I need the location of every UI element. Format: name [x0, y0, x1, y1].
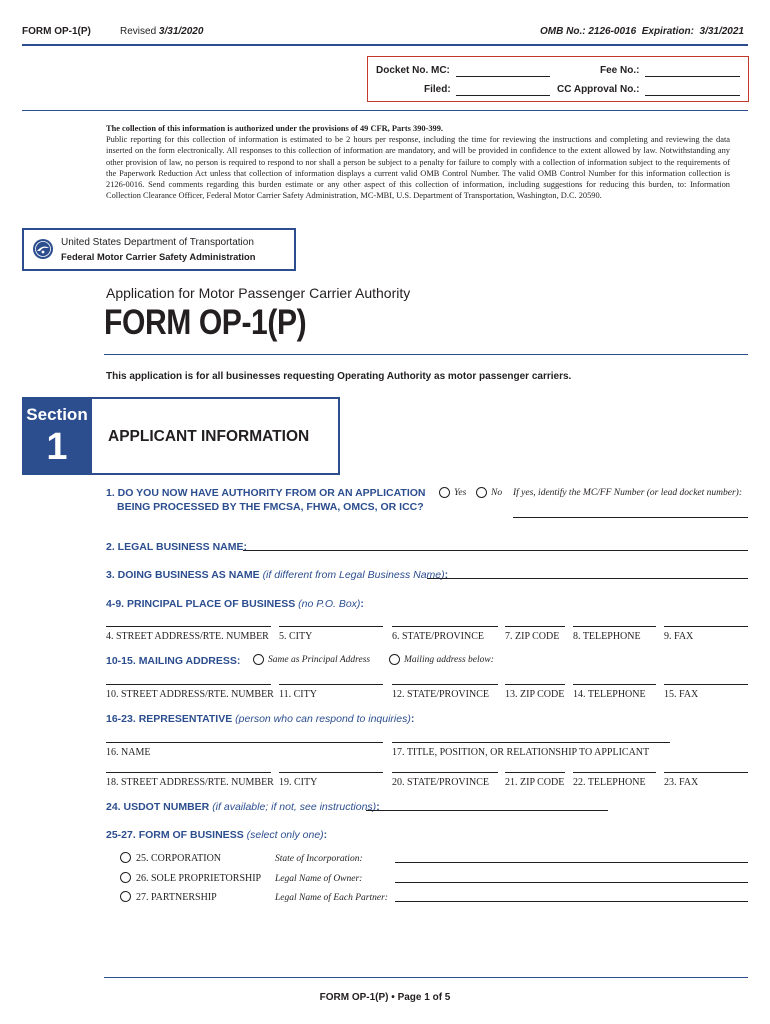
burden-body: Public reporting for this collection of information is estimated to be 2 hours per response, including the time for reviewing the instructions and completing and reviewing the data inserted on the form electronically. All responses to this collection of information are mandatory, and will be provided in confidence to the extent allowed by law. Notwithstanding any other provision of law, no person is required to respond to nor shall a person be subject to a penalty for failure to comply with a collection of information subject to the requirements of the Paperwork Reduction Act unless that collection of information displays a current valid OMB Control Number. The valid OMB Control Number for this information collection is 2126-0016. Send comments regarding this burden estimate or any other aspect of this collection of information, including suggestions for reducing this burden, to: Information Collection Clearance Officer, Federal Motor Carrier Safety Administration, MC-MBI, U.S. Department of Transportation, Washington, D.C. 20590. — [106, 135, 730, 201]
q16-label — [106, 713, 414, 725]
q25-colon: : — [323, 829, 328, 841]
principal-city-label: 5. CITY — [279, 631, 313, 642]
principal-state-label: 6. STATE/PROVINCE — [392, 631, 484, 642]
q24-label-text: 24. USDOT NUMBER — [106, 801, 210, 813]
principal-state-field[interactable] — [392, 626, 498, 627]
principal-phone-label: 8. TELEPHONE — [573, 631, 641, 642]
rep-street-label: 18. STREET ADDRESS/RTE. NUMBER — [106, 777, 274, 788]
principal-zip-label: 7. ZIP CODE — [505, 631, 560, 642]
partnership-label: 27. PARTNERSHIP — [136, 892, 217, 903]
q16-hint: (person who can respond to inquiries) — [235, 713, 411, 725]
legal-name-owner-field[interactable] — [395, 882, 748, 883]
filed-label: Filed: — [424, 84, 451, 95]
usdot-number-field[interactable] — [366, 810, 608, 811]
mailing-street-label: 10. STREET ADDRESS/RTE. NUMBER — [106, 689, 274, 700]
sole-proprietorship-label: 26. SOLE PROPRIETORSHIP — [136, 873, 262, 884]
rep-city-field[interactable] — [279, 772, 383, 773]
q24-hint: (if available; if not, see instructions) — [212, 801, 377, 813]
footer-text: FORM OP-1(P) • Page 1 of 5 — [319, 992, 451, 1003]
rep-state-label: 20. STATE/PROVINCE — [392, 777, 489, 788]
dba-name-field[interactable] — [427, 578, 748, 579]
mailing-zip-label: 13. ZIP CODE — [505, 689, 565, 700]
filed-field[interactable] — [456, 95, 550, 96]
q25-hint: (select only one) — [246, 829, 324, 841]
legal-name-owner-label: Legal Name of Owner: — [275, 874, 363, 884]
corporation-radio[interactable] — [120, 852, 131, 863]
rep-name-label: 16. NAME — [106, 747, 151, 758]
q1-no-label: No — [491, 488, 503, 498]
q1-mc-number-field[interactable] — [513, 517, 748, 518]
rep-phone-label: 22. TELEPHONE — [573, 777, 646, 788]
form-intro: This application is for all businesses requesting Operating Authority as motor passenger carriers. — [106, 371, 572, 382]
rep-state-field[interactable] — [392, 772, 498, 773]
principal-street-field[interactable] — [106, 626, 271, 627]
q3-label — [106, 569, 448, 581]
principal-city-field[interactable] — [279, 626, 383, 627]
principal-zip-field[interactable] — [505, 626, 565, 627]
principal-street-label: 4. STREET ADDRESS/RTE. NUMBER — [106, 631, 269, 642]
section-number: 1 — [46, 426, 68, 468]
q1-text-line1: 1. DO YOU NOW HAVE AUTHORITY FROM OR AN APPLICATION — [106, 487, 426, 499]
section-word: Section — [26, 405, 88, 424]
docket-field[interactable] — [456, 76, 550, 77]
mailing-state-field[interactable] — [392, 684, 498, 685]
q16-colon: : — [410, 713, 415, 725]
mailing-phone-label: 14. TELEPHONE — [573, 689, 646, 700]
principal-phone-field[interactable] — [573, 626, 656, 627]
form-title: FORM OP-1(P) — [104, 303, 307, 342]
principal-fax-field[interactable] — [664, 626, 748, 627]
q10-label: 10-15. MAILING ADDRESS: — [106, 655, 241, 667]
legal-name-partner-label: Legal Name of Each Partner: — [275, 893, 388, 903]
q1-yes-label: Yes — [454, 488, 467, 498]
agency-dept: United States Department of Transportation — [61, 237, 254, 248]
form-id: FORM OP-1(P) — [22, 26, 91, 37]
mailing-fax-label: 15. FAX — [664, 689, 699, 700]
mailing-street-field[interactable] — [106, 684, 271, 685]
agency-box — [22, 228, 296, 271]
burden-authority: The collection of this information is authorized under the provisions of 49 CFR, Parts 390-399. — [106, 124, 444, 133]
mailing-zip-field[interactable] — [505, 684, 565, 685]
rep-title-field[interactable] — [392, 742, 670, 743]
burden-statement — [106, 123, 730, 201]
q3-label-text: 3. DOING BUSINESS AS NAME — [106, 569, 260, 581]
mailing-below-radio[interactable] — [389, 654, 400, 665]
q3-colon: : — [444, 569, 449, 581]
omb-number: OMB No.: 2126-0016 Expiration: 3/31/2021 — [540, 26, 744, 37]
dot-seal-icon — [32, 238, 54, 260]
mailing-city-field[interactable] — [279, 684, 383, 685]
rep-fax-field[interactable] — [664, 772, 748, 773]
rep-street-field[interactable] — [106, 772, 271, 773]
rep-city-label: 19. CITY — [279, 777, 318, 788]
q1-no-radio[interactable] — [476, 487, 487, 498]
q1-identify-label: If yes, identify the MC/FF Number (or lead docket number): — [513, 488, 742, 498]
fee-field[interactable] — [645, 76, 740, 77]
q25-label — [106, 829, 327, 841]
q4-hint: (no P.O. Box) — [298, 598, 361, 610]
docket-label: Docket No. MC: — [376, 65, 450, 76]
mailing-same-radio[interactable] — [253, 654, 264, 665]
rep-fax-label: 23. FAX — [664, 777, 699, 788]
mailing-fax-field[interactable] — [664, 684, 748, 685]
form-subtitle: Application for Motor Passenger Carrier Authority — [106, 285, 411, 301]
revised-label: Revised — [120, 26, 157, 37]
rep-zip-field[interactable] — [505, 772, 565, 773]
office-rule — [22, 110, 748, 111]
principal-fax-label: 9. FAX — [664, 631, 694, 642]
mailing-city-label: 11. CITY — [279, 689, 317, 700]
q24-label — [106, 801, 380, 813]
legal-name-partner-field[interactable] — [395, 901, 748, 902]
mailing-below-label: Mailing address below: — [404, 655, 494, 665]
q3-hint: (if different from Legal Business Name) — [262, 569, 445, 581]
legal-business-name-field[interactable] — [243, 550, 748, 551]
mailing-phone-field[interactable] — [573, 684, 656, 685]
q1-text-line2: BEING PROCESSED BY THE FMCSA, FHWA, OMCS, OR ICC? — [117, 501, 424, 513]
rep-title-label: 17. TITLE, POSITION, OR RELATIONSHIP TO APPLICANT — [392, 747, 650, 758]
q2-label: 2. LEGAL BUSINESS NAME: — [106, 541, 247, 553]
title-rule — [104, 354, 748, 355]
agency-admin: Federal Motor Carrier Safety Administration — [61, 251, 256, 262]
mailing-state-label: 12. STATE/PROVINCE — [392, 689, 489, 700]
rep-name-field[interactable] — [106, 742, 383, 743]
q4-colon: : — [360, 598, 364, 610]
q24-colon: : — [376, 801, 380, 813]
corporation-label: 25. CORPORATION — [136, 853, 222, 864]
rep-phone-field[interactable] — [573, 772, 656, 773]
footer-rule — [104, 977, 748, 978]
mailing-same-label: Same as Principal Address — [268, 655, 371, 665]
revised — [120, 26, 203, 37]
state-of-incorporation-label: State of Incorporation: — [275, 854, 363, 864]
q1-yes-radio[interactable] — [439, 487, 450, 498]
q4-label-text: 4-9. PRINCIPAL PLACE OF BUSINESS — [106, 598, 296, 610]
section-title: APPLICANT INFORMATION — [108, 428, 310, 445]
revised-date: 3/31/2020 — [158, 26, 204, 37]
partnership-radio[interactable] — [120, 891, 131, 902]
cc-approval-label: CC Approval No.: — [557, 84, 640, 95]
sole-proprietorship-radio[interactable] — [120, 872, 131, 883]
q4-label — [106, 598, 364, 610]
state-of-incorporation-field[interactable] — [395, 862, 748, 863]
fee-label: Fee No.: — [600, 65, 640, 76]
q16-label-text: 16-23. REPRESENTATIVE — [106, 713, 233, 725]
header-rule — [22, 44, 748, 46]
cc-approval-field[interactable] — [645, 95, 740, 96]
rep-zip-label: 21. ZIP CODE — [505, 777, 565, 788]
q25-label-text: 25-27. FORM OF BUSINESS — [106, 829, 244, 841]
